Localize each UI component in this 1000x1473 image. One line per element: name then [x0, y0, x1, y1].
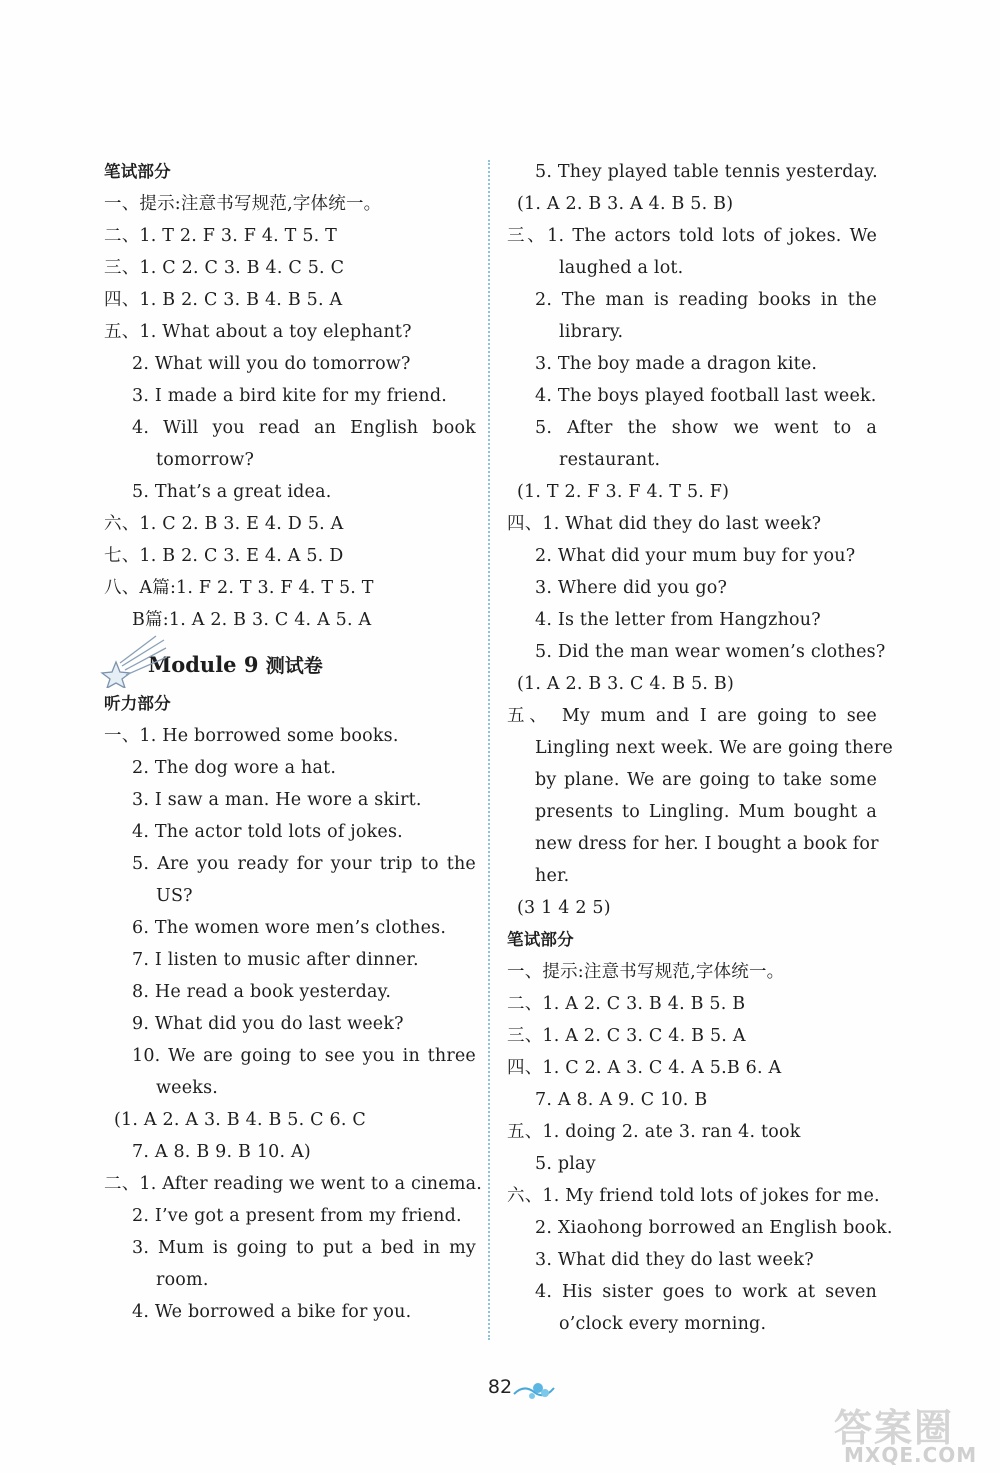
answer-line: 5. After the show we went to a [535, 418, 877, 438]
answer-line: 八、A篇:1. F 2. T 3. F 4. T 5. T [104, 578, 374, 598]
answer-line: 三、1. A 2. C 3. C 4. B 5. A [507, 1026, 746, 1046]
answer-key-line: (1. A 2. B 3. A 4. B 5. B) [517, 194, 734, 214]
answer-line: 四、1. What did they do last week? [507, 514, 822, 534]
answer-line: library. [559, 322, 624, 342]
answer-key-line: (3 1 4 2 5) [517, 898, 611, 918]
answer-line: 5. Did the man wear women’s clothes? [535, 642, 886, 662]
answer-line: 六、1. My friend told lots of jokes for me. [507, 1186, 880, 1206]
left-column [104, 156, 483, 1328]
section-heading: 听力部分 [104, 694, 171, 713]
answer-line: 2. Xiaohong borrowed an English book. [535, 1218, 893, 1238]
right-column [507, 156, 893, 1340]
answer-line: 4. We borrowed a bike for you. [132, 1302, 412, 1322]
module-title [104, 642, 476, 688]
answer-line: 5. That’s a great idea. [132, 482, 332, 502]
answer-line: 一、提示:注意书写规范,字体统一。 [507, 962, 785, 982]
answer-line: 三、1. C 2. C 3. B 4. C 5. C [104, 258, 345, 278]
answer-line: 五、1. What about a toy elephant? [104, 322, 412, 342]
answer-line: 7. A 8. B 9. B 10. A) [132, 1142, 311, 1162]
watermark-url: MXQE.COM [844, 1443, 978, 1467]
answer-line: 3. Mum is going to put a bed in my [132, 1238, 476, 1258]
answer-line: 4. Is the letter from Hangzhou? [535, 610, 821, 630]
section-heading: 笔试部分 [507, 930, 574, 949]
flower-ornament-icon [512, 1378, 556, 1404]
answer-line: 二、1. After reading we went to a cinema. [104, 1174, 483, 1194]
answer-line: 6. The women wore men’s clothes. [132, 918, 447, 938]
answer-line: 7. A 8. A 9. C 10. B [535, 1090, 708, 1110]
watermark-text: 答案圈 [834, 1406, 955, 1450]
answer-line: B篇:1. A 2. B 3. C 4. A 5. A [132, 610, 372, 630]
answer-line: 四、1. B 2. C 3. B 4. B 5. A [104, 290, 343, 310]
shooting-star-icon [98, 632, 168, 688]
answer-line: 六、1. C 2. B 3. E 4. D 5. A [104, 514, 344, 534]
answer-line: 2. The man is reading books in the [535, 290, 877, 310]
answer-line: 4. The boys played football last week. [535, 386, 877, 406]
answer-line: 一、提示:注意书写规范,字体统一。 [104, 194, 382, 214]
answer-line: 二、1. T 2. F 3. F 4. T 5. T [104, 226, 338, 246]
answer-key-line: (1. A 2. A 3. B 4. B 5. C 6. C [114, 1110, 366, 1130]
answer-line: her. [535, 866, 570, 886]
answer-line: 五、 My mum and I are going to see [507, 706, 877, 726]
answer-key-line: (1. T 2. F 3. F 4. T 5. F) [517, 482, 730, 502]
answer-line: 7. I listen to music after dinner. [132, 950, 419, 970]
answer-line: 2. I’ve got a present from my friend. [132, 1206, 462, 1226]
answer-line: weeks. [156, 1078, 219, 1098]
answer-line: o’clock every morning. [559, 1314, 767, 1334]
answer-line: 七、1. B 2. C 3. E 4. A 5. D [104, 546, 344, 566]
answer-line: presents to Lingling. Mum bought a [535, 802, 877, 822]
answer-line: 2. What did your mum buy for you? [535, 546, 856, 566]
section-heading: 笔试部分 [104, 162, 171, 181]
answer-line: 10. We are going to see you in three [132, 1046, 476, 1066]
answer-line: 5. play [535, 1154, 596, 1174]
answer-line: 2. The dog wore a hat. [132, 758, 337, 778]
answer-line: 三、1. The actors told lots of jokes. We [507, 226, 877, 246]
column-divider [488, 160, 490, 1340]
answer-line: tomorrow? [156, 450, 255, 470]
answer-key-line: (1. A 2. B 3. C 4. B 5. B) [517, 674, 735, 694]
answer-line: 4. Will you read an English book [132, 418, 476, 438]
answer-line: 4. The actor told lots of jokes. [132, 822, 403, 842]
watermark [820, 1395, 998, 1473]
answer-line: 五、1. doing 2. ate 3. ran 4. took [507, 1122, 801, 1142]
answer-line: US? [156, 886, 193, 906]
answer-line: Lingling next week. We are going there [535, 738, 893, 758]
answer-line: 3. I saw a man. He wore a skirt. [132, 790, 422, 810]
answer-line: 二、1. A 2. C 3. B 4. B 5. B [507, 994, 746, 1014]
answer-line: 四、1. C 2. A 3. C 4. A 5.B 6. A [507, 1058, 782, 1078]
answer-line: 一、1. He borrowed some books. [104, 726, 399, 746]
answer-line: 9. What did you do last week? [132, 1014, 404, 1034]
answer-line: 3. I made a bird kite for my friend. [132, 386, 447, 406]
answer-line: 4. His sister goes to work at seven [535, 1282, 877, 1302]
answer-line: 2. What will you do tomorrow? [132, 354, 411, 374]
answer-line: restaurant. [559, 450, 661, 470]
module-subtitle: 测试卷 [265, 655, 323, 677]
answer-line: 5. Are you ready for your trip to the [132, 854, 476, 874]
answer-line: 3. The boy made a dragon kite. [535, 354, 818, 374]
answer-line: laughed a lot. [559, 258, 684, 278]
module-name: Module 9 [148, 652, 259, 677]
answer-line: 3. What did they do last week? [535, 1250, 814, 1270]
answer-line: 5. They played table tennis yesterday. [535, 162, 878, 182]
answer-line: by plane. We are going to take some [535, 770, 877, 790]
answer-line: room. [156, 1270, 209, 1290]
answer-line: new dress for her. I bought a book for [535, 834, 879, 854]
answer-line: 3. Where did you go? [535, 578, 728, 598]
page-number: 82 [487, 1376, 513, 1398]
answer-line: 8. He read a book yesterday. [132, 982, 392, 1002]
